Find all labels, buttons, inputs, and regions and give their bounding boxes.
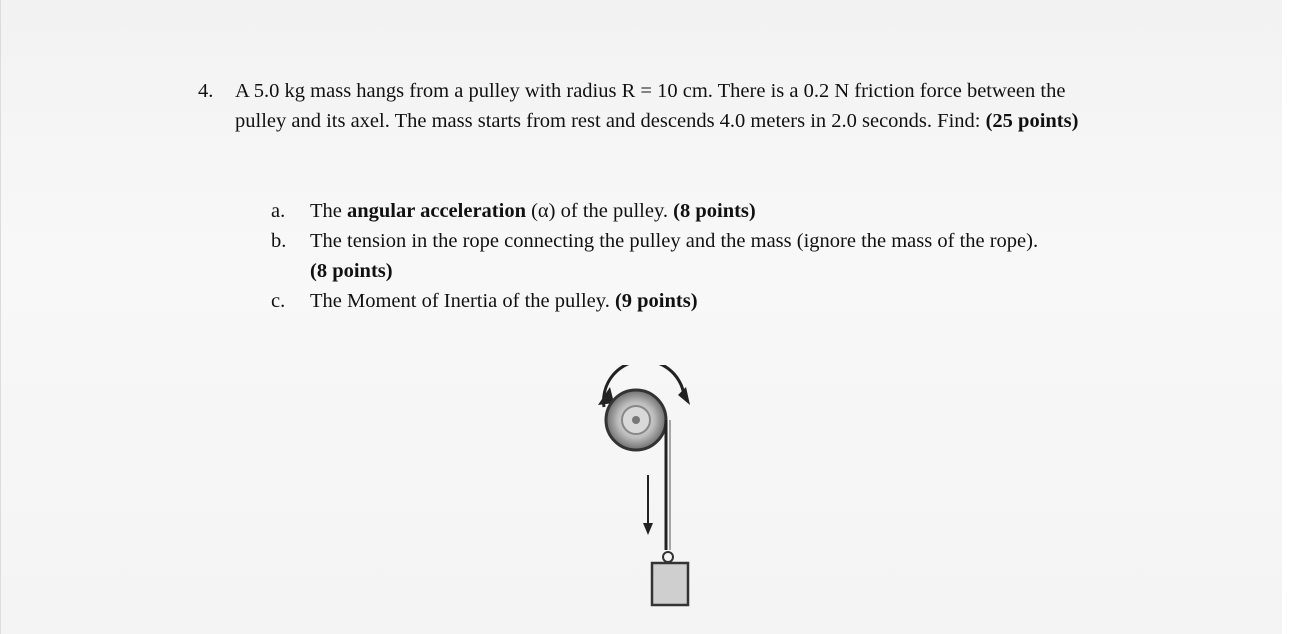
part-a — [271, 196, 1171, 226]
part-b — [271, 226, 1171, 286]
part-c-points: (9 points) — [614, 290, 698, 312]
question-parts — [271, 196, 1171, 316]
part-a-points: (8 points) — [673, 200, 756, 222]
part-c-label: c. — [271, 290, 286, 312]
part-b-text — [310, 226, 1150, 286]
part-a-text — [310, 196, 1150, 226]
part-c-text-body: The Moment of Inertia of the pulley. — [310, 290, 615, 312]
question-number: 4. — [198, 80, 214, 102]
part-c-text — [310, 286, 1150, 316]
pulley-diagram — [586, 365, 706, 615]
part-a-label: a. — [271, 200, 286, 222]
part-a-text-start: The — [310, 200, 347, 222]
page-edge — [1282, 0, 1290, 634]
hanging-mass — [652, 563, 688, 605]
pulley-axle — [632, 416, 640, 424]
question-text — [235, 76, 1095, 136]
part-b-text-body: The tension in the rope connecting the pulley and the mass (ignore the mass of the rope). — [310, 230, 1039, 252]
mass-hook — [663, 552, 673, 562]
motion-arrow-head — [643, 523, 653, 535]
question-body: A 5.0 kg mass hangs from a pulley with radius R = 10 cm. There is a 0.2 N friction force between the pulley and its axel. The mass starts from rest and descends 4.0 meters in 2.0 seconds. Find: — [235, 80, 1066, 132]
question-points: (25 points) — [985, 110, 1079, 132]
part-b-label: b. — [271, 230, 287, 252]
part-a-bold-phrase: angular acceleration — [347, 200, 526, 222]
part-b-points: (8 points) — [310, 260, 393, 282]
part-c — [271, 286, 1171, 316]
part-a-text-end: (α) of the pulley. — [525, 200, 674, 222]
pulley-with-hanging-mass-icon — [586, 365, 706, 615]
rotation-arrow-head-right — [678, 387, 690, 405]
